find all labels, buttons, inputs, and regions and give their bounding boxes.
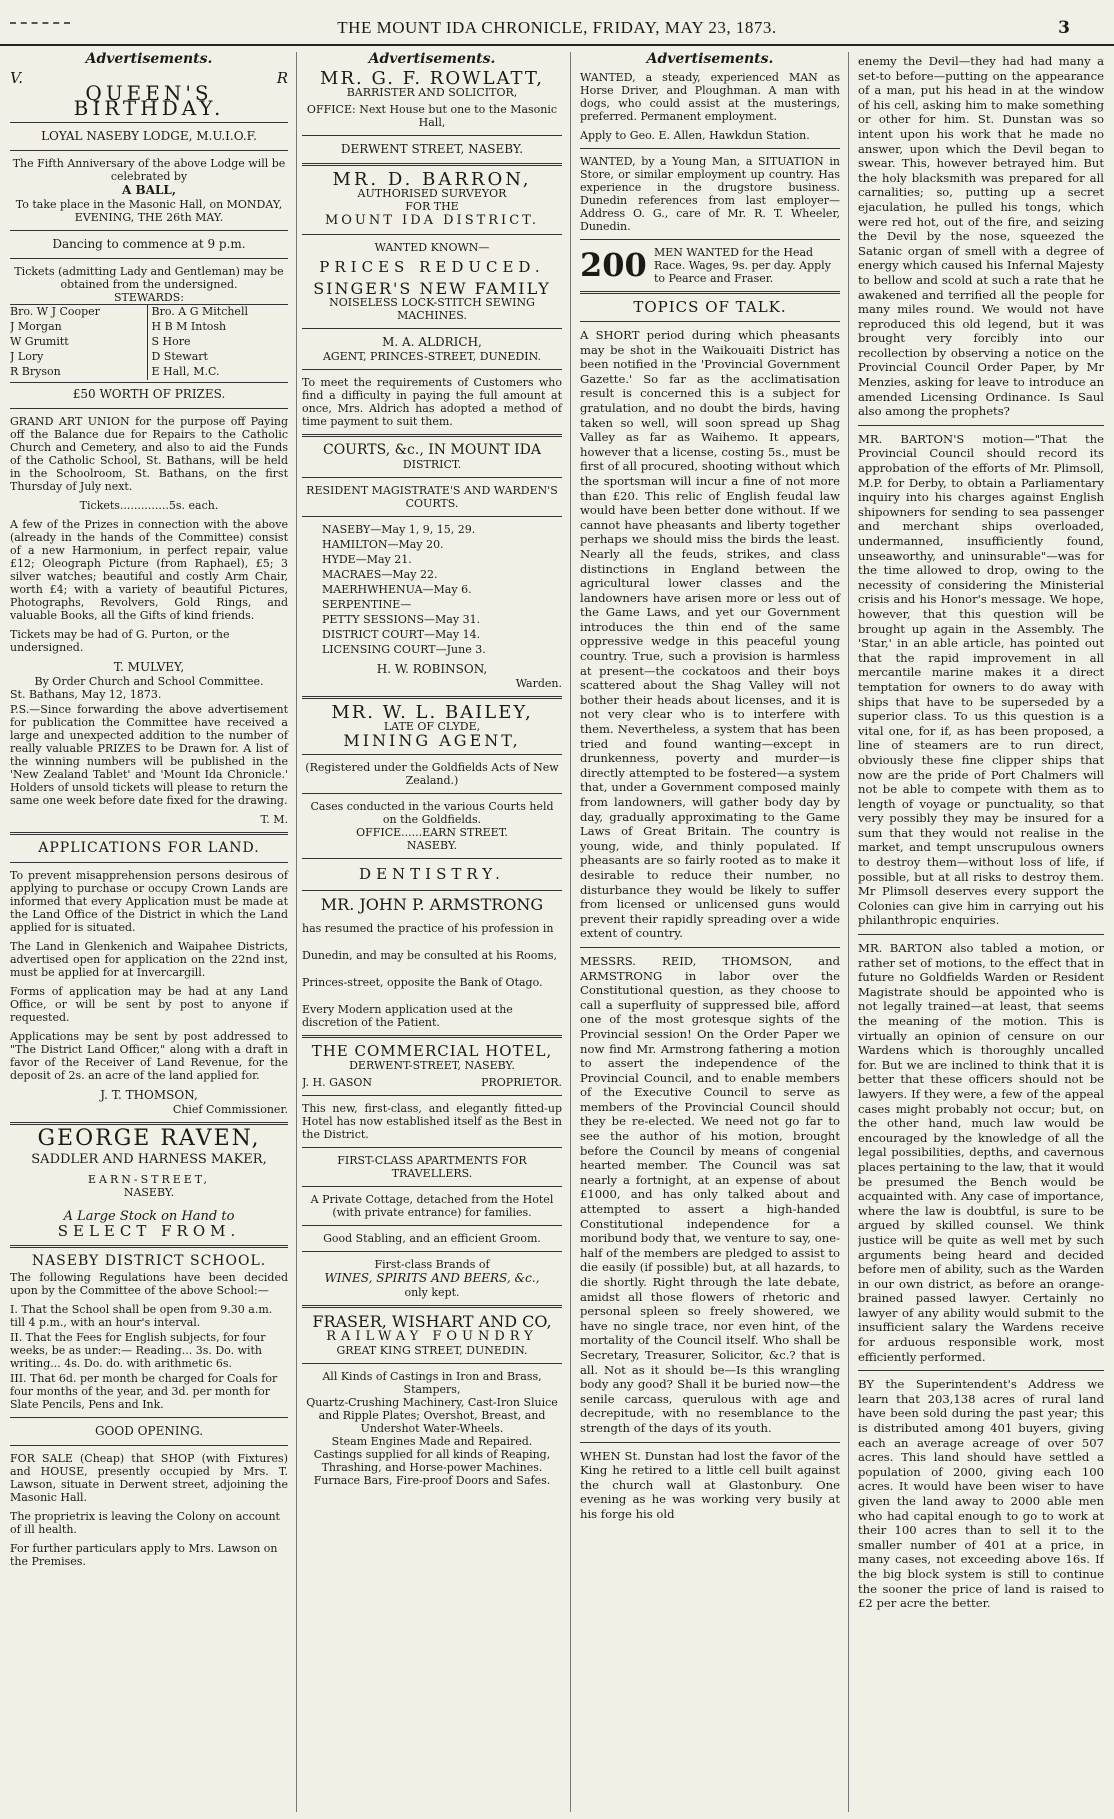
- wanted-driver: WANTED, a steady, experienced MAN as Horse Driver, and Ploughman. A man with dogs, who could assist at the musterings, preferred. Permanent employment.: [580, 71, 840, 123]
- court-date: NASEBY—May 1, 9, 15, 29.: [322, 523, 476, 536]
- stewards-left: [10, 305, 147, 380]
- rowlatt-title: BARRISTER AND SOLICITOR,: [346, 86, 518, 99]
- hotel-para-2: FIRST-CLASS APARTMENTS FOR TRAVELLERS.: [337, 1154, 527, 1180]
- topics-para-3: WHEN St. Dunstan had lost the favor of the King he retired to a little cell built against the church wall at Glastonbury. One evening as he was working very busily at his forge his old: [580, 1448, 840, 1521]
- land-para-2: The Land in Glenkenich and Waipahee Districts, advertised open for application on the 22nd inst, must be applied for at Invercargill.: [10, 940, 288, 979]
- topics-para-2: MESSRS. REID, THOMSON, and ARMSTRONG in labor over the Constitutional question, as they choose to call a superfluity of suppressed bile, afford one of the most grotesque sights of the Provincial session! On the Order Paper we now find Mr. Armstrong fathering a motion to assert the independence of the Provincial Council, and to enable members of the Executive Council to serve as members of the Provincial Council should they be re-elected. We need not go far to see the author of his motion, brought before the Council by means of congenial hearted member. The Council was sat nearly a fortnight, at an expense of about £1000, and has only talked about and attempted to assert a high-handed Constitutional independence for a moribund body that, we venture to say, one-half of the members are pledged to assist to die easily (if possible) but, at all hazards, to die shortly. Right through the late debate, amidst all those flowers of rhetoric and personal spleen so freely showered, we have no single trace, nor even hint, of the mortality of the Council itself. Who shall be Secretary, Treasurer, Solicitor, &c.? that is all. Not as it should be—Is this wrangling body any good? Shall it be buried now—the senile carcass, querulous with age and decrepitude, with no resemblance to the strength of the days of its youth.: [580, 953, 840, 1435]
- page-number: 3: [1058, 18, 1070, 38]
- column-3: [580, 52, 849, 1812]
- rowlatt-name: MR. G. F. ROWLATT,: [320, 68, 544, 89]
- column-heading: Advertisements.: [85, 52, 213, 67]
- wanted-situation: WANTED, by a Young Man, a SITUATION in Store, or similar employment up country. Has experience in the drugstore business. Dunedin references from last employer—Address O. G., care of Mr. R. T. Wheeler, Dunedin.: [580, 155, 840, 233]
- land-para-4: Applications may be sent by post addressed to "The District Land Officer," along with a draft in favor of the Receiver of Land Revenue, for the deposit of 2s. an acre of the land applied for.: [10, 1030, 288, 1082]
- ball-title: A BALL,: [122, 183, 176, 197]
- steward: R Bryson: [10, 365, 61, 378]
- bailey-name: MR. W. L. BAILEY,: [331, 702, 533, 723]
- barron-name: MR. D. BARRON,: [332, 169, 532, 190]
- fraser-street: GREAT KING STREET, DUNEDIN.: [336, 1344, 528, 1357]
- vr-right: R: [276, 69, 288, 87]
- steward: D Stewart: [151, 350, 208, 363]
- raven-select: SELECT FROM.: [57, 1222, 241, 1240]
- sale-para-2: The proprietrix is leaving the Colony on account of ill health.: [10, 1510, 280, 1536]
- ps-note: P.S.—Since forwarding the above advertisement for publication the Committee have received a large and unexpected addition to the number of really valuable PRIZES to be Drawn for. A list of the winning numbers will be published in the 'New Zealand Tablet' and 'Mount Ida Chronicle.' Holders of unsold tickets will please to return the same one week before date fixed for the drawing.: [10, 703, 288, 807]
- court-date: MACRAES—May 22.: [322, 568, 438, 581]
- courts-list: [302, 523, 562, 656]
- land-para-1: To prevent misapprehension persons desirous of applying to purchase or occupy Crown Lands are informed that every Application must be made at the Land Office of the District in which the Land applied for is situated.: [10, 869, 288, 934]
- masthead: [0, 0, 1114, 46]
- article-para-4: BY the Superintendent's Address we learn that 203,138 acres of rural land have been sold during the past year; this is distributed among 401 buyers, giving each an average acreage of over 507 acres. This land should have settled a population of 2000, giving each 100 acres. It would have been wiser to have given the land away to 2000 able men who had capital enough to go to work at their 100 acres than to sell it to the smaller number of 401 at a price, in many cases, not exceeding above 16s. If the big block system is still to continue the sooner the price of land is raised to £2 per acre the better.: [858, 1377, 1104, 1611]
- hotel-para-5: First-class Brands of: [374, 1258, 490, 1271]
- bailey-registration: (Registered under the Goldfields Acts of New Zealand.): [305, 761, 559, 787]
- singer-title: SINGER'S NEW FAMILY: [313, 279, 551, 298]
- steward: H B M Intosh: [151, 320, 227, 333]
- steward: Bro. A G Mitchell: [151, 305, 248, 318]
- sale-para-3: For further particulars apply to Mrs. Lawson on the Premises.: [10, 1542, 278, 1568]
- prizes-description: A few of the Prizes in connection with the above (already in the hands of the Committee) consist of a new Harmonium, in perfect repair, value £12; Oleograph Picture (from Raphael), £5; 3 silver watches; beautiful and costly Arm Chair, worth £4; with a variety of beautiful Pictures, Photographs, Revolvers, Gold Rings, and valuable Books, all the Gifts of kind friends.: [10, 518, 288, 622]
- fraser-para-3: Steam Engines Made and Repaired.: [331, 1435, 533, 1448]
- ps-sign: T. M.: [260, 813, 288, 826]
- men-wanted: [580, 246, 840, 285]
- court-date: DISTRICT COURT—May 14.: [322, 628, 481, 641]
- fraser-para-1: All Kinds of Castings in Iron and Brass, Stampers,: [322, 1370, 542, 1396]
- courts-district: DISTRICT.: [402, 458, 462, 471]
- article-para-1: enemy the Devil—they had had many a set-to before—putting on the appearance of a man, put his head in at the window of his cell, asking him to make something or other for him. St. Dunstan was so intent upon his work that he made no answer, upon which the Devil began to swear. This, however betrayed him. But the holy blacksmith was prepared for all carnalities; so, putting up a secret ejaculation, he pulled his tongs, which were red hot, out of the fire, and seizing the Devil by the nose, squeezed the Satanic organ of smell with a degree of energy which caused his Infernal Majesty to bellow and scold at such a rate that he awakened and terrified all the people for many miles round. We would not have reproduced this old legend, but it was brought very forcibly into our recollection by observing a notice on the Provincial Council Order Paper, by Mr Menzies, asking for leave to introduce an amended Licensing Ordinance. Is Saul also among the prophets?: [858, 54, 1104, 419]
- school-rules: [10, 1303, 288, 1411]
- fraser-para-4: Castings supplied for all kinds of Reaping, Thrashing, and Horse-power Machines.: [313, 1448, 551, 1474]
- armstrong-para-1: has resumed the practice of his profession in: [302, 922, 554, 935]
- aldrich-agent: AGENT, PRINCES-STREET, DUNEDIN.: [322, 350, 542, 363]
- robinson-title: Warden.: [515, 677, 562, 690]
- aldrich-text: To meet the requirements of Customers who find a difficulty in paying the full amount at once, Mrs. Aldrich has adopted a method of time payment to suit them.: [302, 376, 562, 428]
- column-heading: Advertisements.: [646, 52, 774, 67]
- steward: E Hall, M.C.: [151, 365, 220, 378]
- column-4: [858, 52, 1104, 1812]
- rowlatt-street: DERWENT STREET, NASEBY.: [340, 142, 524, 156]
- vr-left: V.: [10, 69, 23, 87]
- court-date: LICENSING COURT—June 3.: [322, 643, 486, 656]
- fraser-railway: RAILWAY FOUNDRY: [326, 1329, 538, 1344]
- hotel-para-3: A Private Cottage, detached from the Hotel (with private entrance) for families.: [310, 1193, 554, 1219]
- mulvey-signature: T. MULVEY,: [113, 660, 185, 674]
- column-heading: Advertisements.: [368, 52, 496, 67]
- stewards-list: [10, 304, 288, 383]
- dancing-time: Dancing to commence at 9 p.m.: [52, 237, 246, 251]
- bailey-late: LATE OF CLYDE,: [383, 720, 481, 733]
- land-signature: J. T. THOMSON,: [100, 1088, 198, 1102]
- dentistry-title: DENTISTRY.: [359, 865, 505, 883]
- men-number: 200: [580, 246, 647, 284]
- queens-birthday-title: QUEEN'S BIRTHDAY.: [73, 81, 225, 120]
- hotel-para-7: only kept.: [404, 1286, 460, 1299]
- fraser-title: FRASER, WISHART AND CO,: [312, 1312, 552, 1331]
- steward: J Morgan: [10, 320, 62, 333]
- raven-name: GEORGE RAVEN,: [37, 1126, 261, 1151]
- armstrong-name: MR. JOHN P. ARMSTRONG: [320, 895, 544, 914]
- raven-trade: SADDLER AND HARNESS MAKER,: [31, 1152, 267, 1167]
- topics-title: TOPICS OF TALK.: [633, 298, 787, 316]
- school-rule: I. That the School shall be open from 9.30 a.m. till 4 p.m., with an hour's interval.: [10, 1303, 273, 1329]
- hotel-para-4: Good Stabling, and an efficient Groom.: [323, 1232, 541, 1245]
- hotel-para-1: This new, first-class, and elegantly fitted-up Hotel has now established itself as the Best in the District.: [302, 1102, 562, 1141]
- hotel-street: DERWENT-STREET, NASEBY.: [349, 1059, 515, 1072]
- court-date: HYDE—May 21.: [322, 553, 412, 566]
- mulvey-date: St. Bathans, May 12, 1873.: [10, 688, 162, 701]
- armstrong-para-3: Princes-street, opposite the Bank of Otago.: [302, 976, 543, 989]
- tickets-price: Tickets..............5s. each.: [79, 499, 219, 512]
- raven-town: NASEBY.: [123, 1186, 175, 1199]
- raven-stock: A Large Stock on Hand to: [63, 1209, 235, 1224]
- steward: W Grumitt: [10, 335, 69, 348]
- stewards-right: [147, 305, 289, 380]
- raven-street: EARN-STREET,: [87, 1173, 211, 1186]
- courts-title: COURTS, &c., IN MOUNT IDA: [322, 442, 541, 458]
- armstrong-para-2: Dunedin, and may be consulted at his Rooms,: [302, 949, 557, 962]
- aldrich-name: M. A. ALDRICH,: [382, 335, 482, 349]
- sale-text: FOR SALE (Cheap) that SHOP (with Fixtures) and HOUSE, presently occupied by Mrs. T. Lawson, situate in Derwent street, adjoining the Masonic Hall.: [10, 1452, 288, 1504]
- courts-subtitle: RESIDENT MAGISTRATE'S AND WARDEN'S COURTS.: [306, 484, 558, 510]
- school-rule: II. That the Fees for English subjects, for four weeks, be as under:— Reading... 3s. Do. with writing... 4s. Do. do. with arithmetic 6s.: [10, 1331, 266, 1370]
- steward: J Lory: [10, 350, 44, 363]
- court-date: SERPENTINE—: [322, 598, 412, 611]
- singer-subtitle: NOISELESS LOCK-STITCH SEWING MACHINES.: [329, 296, 535, 322]
- school-intro: The following Regulations have been decided upon by the Committee of the above School:—: [10, 1271, 288, 1297]
- land-para-3: Forms of application may be had at any Land Office, or will be sent by post to anyone if requested.: [10, 985, 288, 1024]
- barron-district: MOUNT IDA DISTRICT.: [324, 213, 540, 228]
- school-rule: III. That 6d. per month be charged for Coals for four months of the year, and 3d. per month for Slate Pencils, Pens and Ink.: [10, 1372, 278, 1411]
- rowlatt-office: OFFICE: Next House but one to the Masonic Hall,: [306, 103, 558, 129]
- hotel-proprietor: PROPRIETOR.: [481, 1076, 562, 1089]
- barron-for: FOR THE: [405, 200, 459, 213]
- article-para-3: MR. BARTON also tabled a motion, or rather set of motions, to the effect that in future no Goldfields Warden or Resident Magistrate should be appointed who is not legally trained—at least, that seems the meaning of the motion. This is virtually an opinion of censure on our Wardens which is thoroughly uncalled for. But we are inclined to think that it is better that these officers should not be lawyers. If they were, a few of the appeal cases might probably not occur; but, on the other hand, much law would be encouraged by the knowledge of all the legal possibilities, depths, and cavernous places pertaining to the law, that it would be presumed the Bench would be acquainted with. Any case of importance, where the law is doubtful, is sure to be argued by skilled counsel. We think justice will be quite as well met by such arguments being heard and decided before men of ability, such as the Warden in our own district, as before an orange-brained passed lawyer. Certainly no lawyer of any ability would submit to the insufficient salary the Wardens receive for arduous responsible work, most efficiently performed.: [858, 941, 1104, 1364]
- newspaper-title: THE MOUNT IDA CHRONICLE, FRIDAY, MAY 23, 1873.: [337, 18, 777, 37]
- tickets-had: Tickets may be had of G. Purton, or the undersigned.: [10, 628, 230, 654]
- wanted-known: WANTED KNOWN—: [374, 241, 490, 254]
- stewards-label: STEWARDS:: [114, 291, 184, 304]
- good-opening-title: GOOD OPENING.: [94, 1424, 204, 1438]
- hotel-title: THE COMMERCIAL HOTEL,: [311, 1042, 553, 1060]
- barron-title: AUTHORISED SURVEYOR: [357, 187, 507, 200]
- column-1: [10, 52, 297, 1812]
- bailey-title: MINING AGENT,: [343, 731, 521, 750]
- wanted-driver-apply: Apply to Geo. E. Allen, Hawkdun Station.: [580, 129, 810, 142]
- prices-reduced: PRICES REDUCED.: [319, 258, 545, 276]
- court-date: HAMILTON—May 20.: [322, 538, 444, 551]
- prizes-title: £50 WORTH OF PRIZES.: [72, 387, 226, 401]
- hotel-owner: J. H. GASON: [302, 1076, 373, 1089]
- steward: Bro. W J Cooper: [10, 305, 100, 318]
- art-union-text: GRAND ART UNION for the purpose off Paying off the Balance due for Repairs to the Catholic Church and Cemetery, and also to aid the Funds of the Catholic School, St. Bathans, will be held in the Schoolroom, St. Bathans, on the first Thursday of July next.: [10, 415, 288, 493]
- bailey-office: OFFICE......EARN STREET.: [356, 826, 508, 839]
- anniversary-text: The Fifth Anniversary of the above Lodge will be celebrated by: [12, 157, 286, 183]
- robinson-name: H. W. ROBINSON,: [376, 662, 488, 676]
- land-sign-title: Chief Commissioner.: [172, 1103, 288, 1116]
- armstrong-para-4: Every Modern application used at the discretion of the Patient.: [302, 1003, 513, 1029]
- land-title: APPLICATIONS FOR LAND.: [38, 840, 260, 856]
- topics-para-1: A SHORT period during which pheasants may be shot in the Waikouaiti District has been notified in the 'Provincial Government Gazette.' So far as the acclimatisation result is concerned this is a subject for gratulation, and no doubt the birds, having taken so well, will soon spread up Shag Valley as far as Waihemo. It appears, however that a license, costing 5s., must be first of all procured, shooting without which the sportsman will incur a fine of not more than £20. This relic of English feudal law would have been better done without. If we cannot have pheasants and liberty together perhaps we should miss the birds the least. Nearly all the feuds, strikes, and class distinctions in England between the agricultural lower classes and the landowners have arisen more or less out of the Game Laws, and yet our Government introduces the thin end of the same oppressive wedge in this peaceful young country. True, such a provision is harmless at present—the cockatoos and their boys scattered about the Shag Valley will not bother their heads about licenses, and it is not very clear who is to interfere with them. Nevertheless, a system that has been tried and found wanting—except in drunkenness, poverty and murder—is directly attempted to be fostered—a system that, under a Government composed mainly from landowners, will gather body day by day, gradually approximating to the Game Laws of Great Britain. The country is young, wide, and thinly populated. If pheasants are so fairly rooted as to make it desirable to reduce their number, no disturbance they would be likely to suffer from licensed or unlicensed guns would prevent their rapidly spreading over a wide extent of country.: [580, 328, 840, 941]
- fraser-para-5: Furnace Bars, Fire-proof Doors and Safes.: [313, 1474, 551, 1487]
- hotel-owner-line: [302, 1076, 562, 1089]
- court-date: PETTY SESSIONS—May 31.: [322, 613, 481, 626]
- bailey-cases: Cases conducted in the various Courts held on the Goldfields.: [310, 800, 554, 826]
- steward: S Hore: [151, 335, 191, 348]
- article-para-2: MR. BARTON'S motion—"That the Provincial Council should record its approbation of the efforts of Mr. Plimsoll, M.P. for Derby, to obtain a Parliamentary inquiry into his charges against English shipowners for sending to sea passenger and merchant ships overloaded, undermanned, insufficiently found, unseaworthy, and uninsurable"—was for the time allowed to drop, owing to the necessity of considering the Ministerial crisis and his Honor's message. We hope, however, that this question will be brought up again in the Assembly. The 'Star,' in an able article, has pointed out that the rapid improvement in all mercantile marine makes it a direct temptation for owners to do away with ships that have to be superseded by a superior class. To us this question is a vital one, for if, as has been proposed, a line of steamers are to run direct, obviously these fine clipper ships that now are the pride of Port Chalmers will not be able to compete with them as to length of voyage or punctuality, so that very possibly they may be insured for a sum that they would not realise in the market, and tempt unscrupulous owners to destroy them—without loss of life, if possible, but at all risks to destroy them. Mr Plimsoll deserves every support the Colonies can give him in carrying out his philanthropic enquiries.: [858, 431, 1104, 928]
- ball-place: To take place in the Masonic Hall, on MONDAY, EVENING, THE 26th MAY.: [15, 198, 283, 224]
- court-date: MAERHWHENUA—May 6.: [322, 583, 472, 596]
- school-title: NASEBY DISTRICT SCHOOL.: [31, 1253, 267, 1269]
- column-2: [302, 52, 571, 1812]
- hotel-para-6: WINES, SPIRITS AND BEERS, &c.,: [324, 1271, 540, 1285]
- fraser-para-2: Quartz-Crushing Machinery, Cast-Iron Sluice and Ripple Plates; Overshot, Breast, and Undershot Water-Wheels.: [306, 1396, 558, 1435]
- tickets-note: Tickets (admitting Lady and Gentleman) may be obtained from the undersigned.: [14, 265, 284, 291]
- men-text: MEN WANTED for the Head Race. Wages, 9s. per day. Apply to Pearce and Fraser.: [654, 246, 831, 285]
- mulvey-order: By Order Church and School Committee.: [34, 675, 264, 688]
- lodge-name: LOYAL NASEBY LODGE, M.U.I.O.F.: [41, 129, 257, 143]
- bailey-town: NASEBY.: [406, 839, 458, 852]
